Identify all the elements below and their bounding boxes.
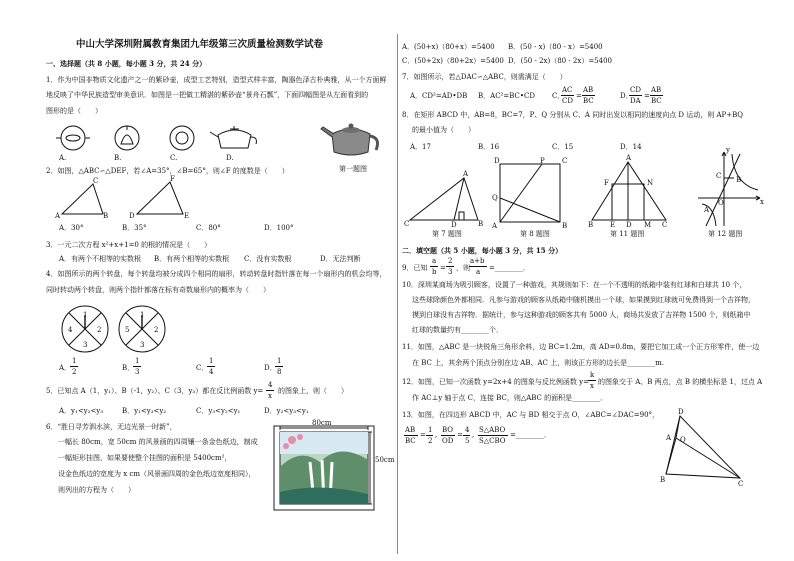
svg-text:C: C [738,480,744,488]
q8-line2: 的最小值为（ ） [412,126,475,134]
page-title: 中山大学深圳附属教育集团九年级第三次质量检测数学试卷 [76,39,324,50]
q6-height-label: 50cm [375,456,395,464]
figure-q12 [694,148,764,228]
svg-text:P: P [540,157,545,165]
q6-line1: 6．“胜日寻芳泗水滨，无边光景一时新”， [46,423,177,431]
svg-text:D: D [626,221,632,229]
q2-option-b: B．35° [122,224,147,232]
q12-line1b: 的图象交于 A、B 两点，点 B 的横坐标是 1，过点 A [598,378,763,386]
q1-option-d: D. [226,154,234,162]
q13-f1n: AB [405,426,416,434]
q5-frac-den: x [268,392,272,400]
svg-text:A: A [666,434,672,442]
svg-text:F: F [170,175,175,183]
q2-triangles [55,175,200,220]
svg-text:E: E [610,221,616,229]
q11-line1: 11．如图，△ABC 是一块锐角三角形余料，边 BC=1.2m，高 AD=0.8m，要把它加工成一个正方形零件，使一边 [402,343,760,351]
q6-painting-figure [270,422,380,514]
q4-a-den: 2 [72,368,77,376]
q4-option-a: A． [59,364,72,372]
q1-fig-d [210,126,256,148]
q3-option-d: D．无法判断 [320,255,361,263]
q13-sep1: , [435,431,438,439]
svg-text:B: B [588,221,594,229]
q1-option-c: C. [170,154,178,162]
q13-f2n: BO [442,426,454,434]
q7-option-d-label: D． [620,92,633,100]
q7-option-a: A．CD²=AD•DB [410,92,468,100]
q10-line2: 这些球除颜色外都相同．凡参与游戏的顾客从纸箱中随机摸出一个球，如果摸到红球就可免费得到一个吉祥物， [412,296,755,304]
svg-text:B: B [478,220,484,228]
q1-fig-a [56,126,90,150]
teapot-picture [320,120,382,160]
spinner1-label-top: 1 [83,311,88,319]
svg-text:B: B [660,476,666,484]
section1-header: 一、选择题（共 8 小题，每小题 3 分，共 24 分） [46,59,207,68]
svg-text:A: A [463,170,469,178]
q1-line2: 地反映了中华民族造型审美意识．如图是一把做工精湛的紫砂壶“景舟石瓢”，下面四幅图是从左面看到的 [46,91,369,99]
q6-line2: 一幅长 80cm，宽 50cm 的风景画的四周镶一条金色纸边，制成 [58,438,258,446]
svg-text:A: A [704,206,710,214]
svg-text:Q: Q [492,194,498,202]
q4-c-den: 4 [209,368,214,376]
q7-c-f1d: CD [562,97,573,105]
q3-option-b: B．有两个相等的实数根 [154,255,230,263]
q9-eq: = [440,264,446,272]
q13-f3d: S△CBO [479,437,506,445]
q6-option-c: C．(50+2x)（80+2x）=5400 [402,57,504,65]
q5-text: 5．已知点 A（1，y₁）、B（-1，y₂）、C（3，y₃）都在反比例函数 y= [46,387,264,395]
spinner1-label-right: 2 [97,326,102,334]
q3-option-c: C．没有实数根 [244,255,292,263]
q4-d-den: 8 [277,368,282,376]
q5-option-d: D．y₂<y₃<y₁ [264,407,309,415]
q6-option-d: D．(50 - 2x)（80 - 2x）=5400 [508,57,613,65]
q6-line4: 设金色纸边的宽度为 x cm（风景画四周的金色纸边宽度相同）， [58,470,256,478]
q7-c-f1n: AC [562,86,573,94]
q5-frac-num: 4 [268,381,273,389]
svg-text:D: D [494,157,500,165]
q1-option-b: B. [114,154,122,162]
q9-prefix: 9．已知 [402,264,428,272]
q3-option-a: A．有两个不相等的实数根 [59,255,142,263]
section2-header: 二．填空题（共 5 小题，每小题 3 分，共 15 分） [402,246,563,255]
q4-option-d: D． [264,364,277,372]
svg-text:D: D [451,221,457,229]
q9-n1: a [432,257,437,265]
q7-d-f1d: DA [630,97,641,105]
q13-v1: 1 [428,426,433,434]
svg-text:B: B [736,176,742,184]
svg-text:F: F [604,179,609,187]
q6-line3: 一幅矩形挂图，如果要使整个挂图的面积是 5400cm²， [58,454,232,462]
svg-text:y: y [726,146,730,154]
q9-tail: =________． [489,264,530,272]
q4-line1: 4．如图所示的两个转盘，每个转盘均被分成四个相同的扇形，转动转盘时指针落在每一个扇形内的机会均等， [46,270,387,278]
q10-line4: 红球的数量约有________个． [412,326,503,334]
svg-text:C: C [716,172,722,180]
svg-text:E: E [184,212,190,220]
caption-q7: 第 7 题图 [432,230,462,238]
figure-q7 [404,168,484,228]
svg-text:D: D [129,212,135,220]
figure-q8 [492,158,572,230]
q5-option-b: B．y₁<y₃<y₂ [122,407,167,415]
q9-d2: 3 [448,268,453,276]
spinner1-label-left: 4 [68,326,73,334]
caption-q8: 第 8 题图 [520,230,550,238]
q10-line1: 10．深圳某商场为吸引顾客，设置了一种游戏，其规则如下：在一个不透明的纸箱中装有红球和白球共 10 个， [402,281,747,289]
q4-spinners [60,303,170,355]
q7-d-eq: = [644,92,650,100]
q9-mid: ，则 [456,264,470,272]
caption-q11: 第 11 题图 [610,230,645,238]
q9-n3: a+b [470,257,485,265]
q13-f1d: BC [405,437,416,445]
q7-d-f2n: AB [651,86,662,94]
q4-a-num: 1 [72,357,77,365]
q6-option-b: B．(50 - x)（80 - x）=5400 [508,43,603,51]
q8-option-b: B．16 [478,143,500,151]
column-divider [397,34,398,554]
svg-text:A: A [55,212,61,220]
q13-f2d: OD [442,437,454,445]
q8-line1: 8．在矩形 ABCD 中，AB=8，BC=7，P、Q 分别从 C、A 同时出发以相同的速度向点 D 运动，则 AP+BQ [402,111,744,119]
figure-q11 [588,154,672,228]
svg-text:D: D [678,408,684,416]
q7-c-f2n: AB [583,86,594,94]
q13-tail: =________． [510,431,551,439]
figure-q13 [658,408,748,488]
q4-option-b: B． [122,364,135,372]
q13-v2: 2 [428,437,433,445]
caption-q12: 第 12 题图 [708,230,743,238]
q7-c-f2d: BC [583,97,594,105]
q13-eq2: = [457,431,463,439]
q5-text-tail: 的图象上，则（ ） [278,387,348,395]
q7-d-f2d: BC [651,97,662,105]
q1-line3: 图形的是（ ） [46,107,102,115]
q1-caption: 第一题图 [339,165,367,173]
q4-option-c: C． [196,364,209,372]
q12-line2: 作 AC⊥y 轴于点 C，连接 BC，则△ABC 的面积是________． [412,394,608,402]
svg-text:B: B [103,212,109,220]
q4-b-den: 3 [135,368,140,376]
svg-text:A: A [492,222,498,230]
q2-text: 2．如图，△ABC∽△DEF，若∠A=35°，∠B=65°，则∠F 的度数是（ ） [46,167,289,175]
spinner1-label-bottom: 3 [83,341,88,349]
q10-line3: 摸到白球没有吉祥物．据统计，参与这种游戏的顾客共有 5000 人，商场共发放了吉祥物 1500 个，则纸箱中 [412,311,751,319]
q12-line1a: 12．如图，已知一次函数 y=2x+4 的图象与反比例函数 y= [402,378,589,386]
q5-option-a: A．y₁<y₂<y₃ [59,407,104,415]
spinner2-label-right: 2 [154,326,159,334]
svg-text:N: N [647,179,654,187]
svg-text:B: B [562,222,568,230]
q12-d: x [590,382,594,390]
q8-option-a: A．17 [410,143,431,151]
svg-text:C: C [404,220,410,228]
svg-text:C: C [662,221,668,229]
svg-text:C: C [93,177,99,185]
q9-n2: 2 [448,257,453,265]
q8-option-c: C．15 [552,143,574,151]
q13-v4: 5 [465,437,470,445]
q3-text: 3．一元二次方程 x²+x+1=0 的根的情况是（ ） [46,241,212,249]
q1-option-figures [55,121,255,157]
q13-f3n: S△ABO [479,426,506,434]
q13-line1: 13．如图，在四边形 ABCD 中，AC 与 BD 相交于点 O，∠ABC=∠DAC=90°， [402,411,660,419]
spinner2-label-bottom: 3 [140,341,145,349]
spinner2-label-top: 1 [140,311,145,319]
q4-line2: 同时转动两个转盘，则两个指针都落在标有奇数扇形内的概率为（ ） [46,286,270,294]
q1-option-a: A. [59,154,67,162]
q6-option-a: A．(50+x)（80+x）=5400 [402,43,495,51]
svg-text:A: A [626,154,632,162]
q5-option-c: C．y₃<y₂<y₁ [196,407,241,415]
svg-text:O: O [680,436,686,444]
q1-fig-c [170,126,194,150]
q7-text: 7．如图所示，若△DAC∽△ABC，则需满足（ ） [402,73,567,81]
q2-option-c: C．80° [196,224,221,232]
q2-option-a: A．30° [59,224,84,232]
q6-line5: 则列出的方程为（ ） [58,486,135,494]
q13-v3: 4 [465,426,470,434]
q2-option-d: D．100° [264,224,294,232]
q11-line2: 在 BC 上，其余两个顶点分别在边 AB、AC 上，则该正方形的边长是________m. [412,359,665,367]
q8-option-d: D．14 [620,143,642,151]
q7-option-b: B．AC²=BC•CD [478,92,535,100]
q1-fig-b [115,126,139,150]
q7-option-c-label: C． [552,92,565,100]
spinner2-label-left: 5 [125,326,130,334]
q6-width-label: 80cm [312,419,332,427]
q1-line1: 1．作为中国非物质文化遗产之一的紫砂壶，成型工艺特别，造型式样丰富，陶器色泽古朴典雅，从一个方面鲜 [46,76,387,84]
svg-text:O: O [718,199,724,207]
q7-c-eq: = [576,92,582,100]
svg-text:M: M [644,221,652,229]
q13-sep2: , [472,431,475,439]
q4-d-num: 1 [277,357,282,365]
q9-d3: a [476,268,481,276]
q7-d-f1n: CD [630,86,641,94]
q12-n: k [590,371,595,379]
svg-text:x: x [760,198,764,206]
q4-b-num: 1 [135,357,140,365]
svg-text:C: C [562,157,568,165]
q9-d1: b [432,268,437,276]
q4-c-num: 1 [209,357,214,365]
q13-eq1: = [420,431,426,439]
